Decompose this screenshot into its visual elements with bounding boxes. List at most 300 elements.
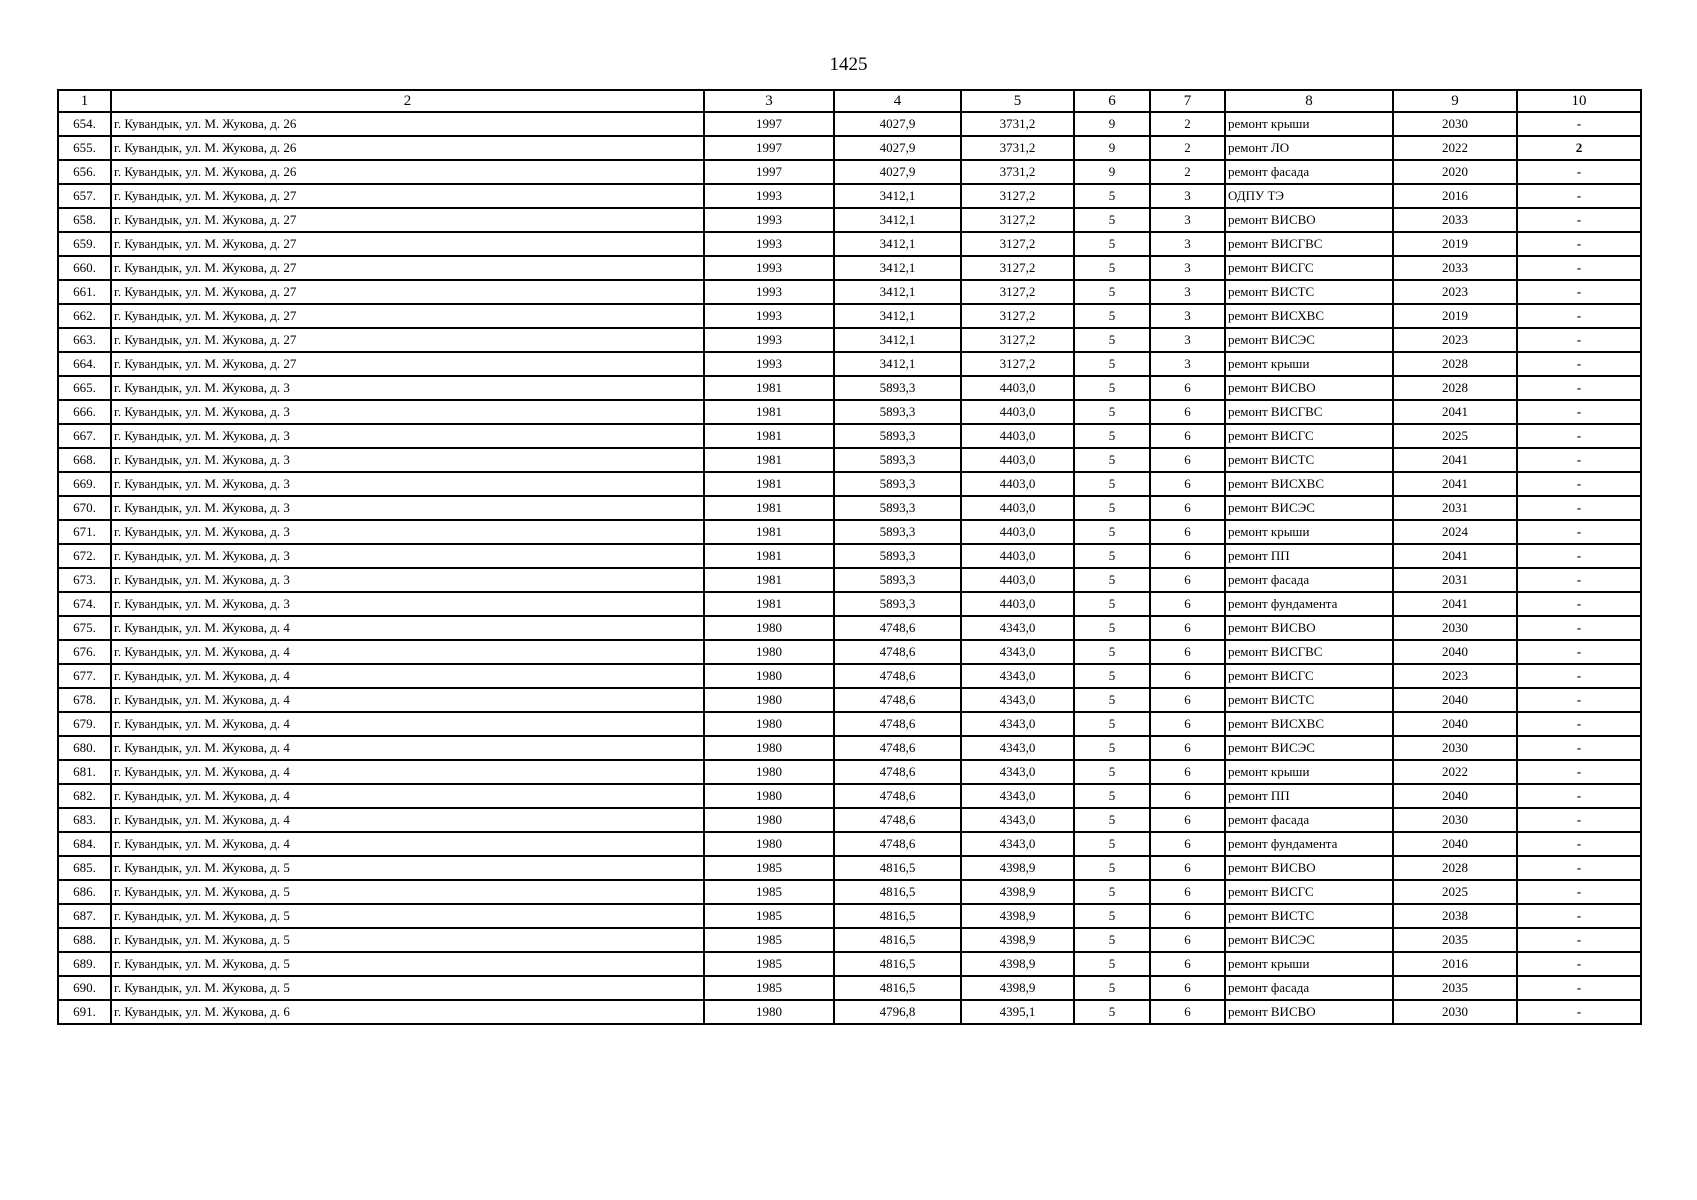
cell-work-type: ремонт ВИСХВС [1225, 472, 1393, 496]
table-row [58, 424, 1641, 448]
cell-note: - [1517, 568, 1641, 592]
cell-work-type: ремонт ВИСТС [1225, 688, 1393, 712]
cell-total-area: 3412,1 [834, 280, 961, 304]
cell-living-area: 4343,0 [961, 664, 1074, 688]
cell-floors: 5 [1074, 976, 1150, 1000]
cell-living-area: 4403,0 [961, 424, 1074, 448]
cell-work-type: ремонт ЛО [1225, 136, 1393, 160]
cell-floors: 5 [1074, 280, 1150, 304]
cell-plan-year: 2020 [1393, 160, 1517, 184]
cell-build-year: 1993 [704, 304, 834, 328]
cell-living-area: 3127,2 [961, 352, 1074, 376]
cell-address: г. Кувандык, ул. М. Жукова, д. 4 [111, 712, 704, 736]
cell-living-area: 4343,0 [961, 712, 1074, 736]
cell-row-number: 662. [58, 304, 111, 328]
cell-build-year: 1985 [704, 904, 834, 928]
cell-address: г. Кувандык, ул. М. Жукова, д. 27 [111, 280, 704, 304]
cell-living-area: 4343,0 [961, 808, 1074, 832]
cell-entrances: 3 [1150, 352, 1225, 376]
cell-floors: 5 [1074, 424, 1150, 448]
cell-floors: 5 [1074, 544, 1150, 568]
cell-build-year: 1997 [704, 112, 834, 136]
cell-work-type: ремонт ВИСХВС [1225, 712, 1393, 736]
column-header: 3 [704, 90, 834, 112]
cell-plan-year: 2030 [1393, 112, 1517, 136]
cell-floors: 5 [1074, 832, 1150, 856]
cell-floors: 5 [1074, 880, 1150, 904]
cell-row-number: 689. [58, 952, 111, 976]
table-row [58, 928, 1641, 952]
cell-plan-year: 2028 [1393, 856, 1517, 880]
cell-plan-year: 2041 [1393, 472, 1517, 496]
cell-living-area: 4403,0 [961, 544, 1074, 568]
table-row [58, 544, 1641, 568]
cell-row-number: 665. [58, 376, 111, 400]
cell-living-area: 4343,0 [961, 784, 1074, 808]
cell-floors: 9 [1074, 136, 1150, 160]
cell-plan-year: 2030 [1393, 736, 1517, 760]
cell-build-year: 1980 [704, 760, 834, 784]
cell-living-area: 4398,9 [961, 952, 1074, 976]
cell-entrances: 6 [1150, 976, 1225, 1000]
cell-note: - [1517, 784, 1641, 808]
cell-living-area: 4403,0 [961, 472, 1074, 496]
cell-total-area: 5893,3 [834, 568, 961, 592]
cell-total-area: 4748,6 [834, 616, 961, 640]
cell-living-area: 4398,9 [961, 904, 1074, 928]
cell-total-area: 5893,3 [834, 472, 961, 496]
cell-work-type: ремонт ВИСГС [1225, 664, 1393, 688]
cell-plan-year: 2031 [1393, 496, 1517, 520]
cell-total-area: 5893,3 [834, 376, 961, 400]
cell-address: г. Кувандык, ул. М. Жукова, д. 4 [111, 664, 704, 688]
cell-floors: 5 [1074, 304, 1150, 328]
cell-address: г. Кувандык, ул. М. Жукова, д. 4 [111, 736, 704, 760]
table-row [58, 208, 1641, 232]
cell-entrances: 2 [1150, 112, 1225, 136]
cell-build-year: 1997 [704, 160, 834, 184]
cell-address: г. Кувандык, ул. М. Жукова, д. 4 [111, 832, 704, 856]
table-row [58, 616, 1641, 640]
cell-work-type: ремонт фасада [1225, 160, 1393, 184]
cell-build-year: 1980 [704, 688, 834, 712]
cell-total-area: 5893,3 [834, 448, 961, 472]
column-header: 1 [58, 90, 111, 112]
cell-total-area: 4816,5 [834, 976, 961, 1000]
cell-address: г. Кувандык, ул. М. Жукова, д. 27 [111, 352, 704, 376]
cell-work-type: ремонт фундамента [1225, 592, 1393, 616]
cell-build-year: 1985 [704, 880, 834, 904]
cell-note: - [1517, 664, 1641, 688]
cell-note: - [1517, 592, 1641, 616]
cell-address: г. Кувандык, ул. М. Жукова, д. 5 [111, 880, 704, 904]
cell-work-type: ремонт фасада [1225, 976, 1393, 1000]
cell-floors: 5 [1074, 808, 1150, 832]
cell-work-type: ремонт ВИСГВС [1225, 232, 1393, 256]
cell-note: - [1517, 640, 1641, 664]
column-header: 10 [1517, 90, 1641, 112]
cell-entrances: 6 [1150, 544, 1225, 568]
cell-row-number: 682. [58, 784, 111, 808]
data-table [57, 89, 1642, 1025]
cell-build-year: 1980 [704, 616, 834, 640]
cell-row-number: 678. [58, 688, 111, 712]
cell-row-number: 661. [58, 280, 111, 304]
cell-row-number: 687. [58, 904, 111, 928]
cell-total-area: 4816,5 [834, 880, 961, 904]
cell-build-year: 1993 [704, 232, 834, 256]
cell-living-area: 4343,0 [961, 736, 1074, 760]
cell-work-type: ремонт ВИСВО [1225, 376, 1393, 400]
column-header: 7 [1150, 90, 1225, 112]
cell-work-type: ремонт ПП [1225, 544, 1393, 568]
cell-plan-year: 2028 [1393, 376, 1517, 400]
cell-build-year: 1993 [704, 208, 834, 232]
cell-living-area: 4398,9 [961, 928, 1074, 952]
cell-entrances: 6 [1150, 568, 1225, 592]
cell-note: - [1517, 328, 1641, 352]
cell-living-area: 4403,0 [961, 592, 1074, 616]
cell-living-area: 4398,9 [961, 880, 1074, 904]
cell-total-area: 3412,1 [834, 304, 961, 328]
cell-row-number: 668. [58, 448, 111, 472]
cell-living-area: 3127,2 [961, 328, 1074, 352]
cell-floors: 5 [1074, 592, 1150, 616]
cell-plan-year: 2038 [1393, 904, 1517, 928]
cell-total-area: 4748,6 [834, 832, 961, 856]
cell-work-type: ремонт ВИСВО [1225, 1000, 1393, 1024]
cell-note: - [1517, 496, 1641, 520]
cell-address: г. Кувандык, ул. М. Жукова, д. 3 [111, 568, 704, 592]
cell-living-area: 4403,0 [961, 496, 1074, 520]
cell-row-number: 656. [58, 160, 111, 184]
cell-entrances: 3 [1150, 280, 1225, 304]
cell-row-number: 676. [58, 640, 111, 664]
cell-total-area: 4816,5 [834, 952, 961, 976]
table-row [58, 880, 1641, 904]
cell-work-type: ремонт ВИСВО [1225, 208, 1393, 232]
cell-living-area: 3127,2 [961, 280, 1074, 304]
cell-row-number: 655. [58, 136, 111, 160]
cell-work-type: ремонт фундамента [1225, 832, 1393, 856]
cell-build-year: 1980 [704, 1000, 834, 1024]
cell-note: - [1517, 112, 1641, 136]
cell-total-area: 5893,3 [834, 520, 961, 544]
cell-build-year: 1981 [704, 448, 834, 472]
cell-row-number: 670. [58, 496, 111, 520]
cell-plan-year: 2033 [1393, 208, 1517, 232]
cell-plan-year: 2030 [1393, 808, 1517, 832]
cell-total-area: 4748,6 [834, 784, 961, 808]
cell-living-area: 3127,2 [961, 232, 1074, 256]
cell-build-year: 1980 [704, 784, 834, 808]
cell-entrances: 6 [1150, 496, 1225, 520]
cell-living-area: 4343,0 [961, 688, 1074, 712]
cell-total-area: 4748,6 [834, 808, 961, 832]
cell-work-type: ОДПУ ТЭ [1225, 184, 1393, 208]
cell-living-area: 4403,0 [961, 448, 1074, 472]
cell-note: - [1517, 904, 1641, 928]
cell-note: - [1517, 808, 1641, 832]
cell-total-area: 4816,5 [834, 904, 961, 928]
cell-work-type: ремонт ВИСГС [1225, 880, 1393, 904]
cell-floors: 5 [1074, 952, 1150, 976]
cell-note: - [1517, 280, 1641, 304]
cell-note: - [1517, 712, 1641, 736]
cell-address: г. Кувандык, ул. М. Жукова, д. 4 [111, 760, 704, 784]
cell-plan-year: 2033 [1393, 256, 1517, 280]
cell-floors: 9 [1074, 112, 1150, 136]
cell-build-year: 1981 [704, 592, 834, 616]
cell-note: - [1517, 736, 1641, 760]
cell-entrances: 6 [1150, 688, 1225, 712]
cell-entrances: 6 [1150, 1000, 1225, 1024]
cell-note: - [1517, 832, 1641, 856]
cell-build-year: 1985 [704, 856, 834, 880]
cell-address: г. Кувандык, ул. М. Жукова, д. 3 [111, 472, 704, 496]
cell-note: - [1517, 472, 1641, 496]
cell-floors: 5 [1074, 784, 1150, 808]
cell-plan-year: 2035 [1393, 928, 1517, 952]
cell-build-year: 1981 [704, 424, 834, 448]
cell-entrances: 6 [1150, 832, 1225, 856]
cell-address: г. Кувандык, ул. М. Жукова, д. 3 [111, 424, 704, 448]
cell-plan-year: 2028 [1393, 352, 1517, 376]
cell-build-year: 1985 [704, 952, 834, 976]
cell-entrances: 6 [1150, 760, 1225, 784]
cell-address: г. Кувандык, ул. М. Жукова, д. 26 [111, 160, 704, 184]
cell-total-area: 3412,1 [834, 208, 961, 232]
cell-row-number: 680. [58, 736, 111, 760]
table-body [58, 112, 1641, 1024]
cell-build-year: 1981 [704, 496, 834, 520]
cell-entrances: 3 [1150, 208, 1225, 232]
cell-row-number: 679. [58, 712, 111, 736]
table-row [58, 856, 1641, 880]
cell-build-year: 1980 [704, 736, 834, 760]
table-row [58, 592, 1641, 616]
page-number: 1425 [829, 54, 868, 75]
cell-address: г. Кувандык, ул. М. Жукова, д. 27 [111, 304, 704, 328]
cell-row-number: 658. [58, 208, 111, 232]
cell-build-year: 1980 [704, 808, 834, 832]
cell-entrances: 6 [1150, 400, 1225, 424]
cell-plan-year: 2019 [1393, 304, 1517, 328]
cell-total-area: 4748,6 [834, 664, 961, 688]
cell-build-year: 1980 [704, 664, 834, 688]
cell-row-number: 672. [58, 544, 111, 568]
column-header: 8 [1225, 90, 1393, 112]
cell-plan-year: 2030 [1393, 1000, 1517, 1024]
cell-address: г. Кувандык, ул. М. Жукова, д. 3 [111, 448, 704, 472]
cell-plan-year: 2022 [1393, 136, 1517, 160]
cell-address: г. Кувандык, ул. М. Жукова, д. 27 [111, 208, 704, 232]
cell-entrances: 6 [1150, 448, 1225, 472]
cell-entrances: 3 [1150, 256, 1225, 280]
cell-total-area: 4748,6 [834, 760, 961, 784]
cell-total-area: 4748,6 [834, 640, 961, 664]
cell-total-area: 4027,9 [834, 160, 961, 184]
cell-note: - [1517, 952, 1641, 976]
cell-living-area: 3127,2 [961, 208, 1074, 232]
cell-total-area: 3412,1 [834, 352, 961, 376]
cell-entrances: 6 [1150, 904, 1225, 928]
cell-floors: 5 [1074, 712, 1150, 736]
cell-build-year: 1997 [704, 136, 834, 160]
table-row [58, 664, 1641, 688]
cell-build-year: 1980 [704, 712, 834, 736]
column-header: 9 [1393, 90, 1517, 112]
cell-floors: 5 [1074, 856, 1150, 880]
cell-entrances: 6 [1150, 472, 1225, 496]
cell-floors: 5 [1074, 400, 1150, 424]
cell-build-year: 1981 [704, 376, 834, 400]
cell-address: г. Кувандык, ул. М. Жукова, д. 4 [111, 688, 704, 712]
cell-note: - [1517, 760, 1641, 784]
cell-note: - [1517, 544, 1641, 568]
cell-floors: 5 [1074, 256, 1150, 280]
table-row [58, 232, 1641, 256]
cell-row-number: 664. [58, 352, 111, 376]
cell-plan-year: 2031 [1393, 568, 1517, 592]
cell-plan-year: 2023 [1393, 328, 1517, 352]
cell-floors: 5 [1074, 928, 1150, 952]
cell-total-area: 4796,8 [834, 1000, 961, 1024]
cell-address: г. Кувандык, ул. М. Жукова, д. 5 [111, 856, 704, 880]
cell-address: г. Кувандык, ул. М. Жукова, д. 4 [111, 808, 704, 832]
cell-address: г. Кувандык, ул. М. Жукова, д. 3 [111, 544, 704, 568]
cell-floors: 5 [1074, 448, 1150, 472]
cell-plan-year: 2040 [1393, 784, 1517, 808]
cell-total-area: 5893,3 [834, 544, 961, 568]
cell-plan-year: 2041 [1393, 544, 1517, 568]
cell-work-type: ремонт ПП [1225, 784, 1393, 808]
cell-row-number: 654. [58, 112, 111, 136]
cell-living-area: 4398,9 [961, 856, 1074, 880]
cell-entrances: 6 [1150, 376, 1225, 400]
cell-entrances: 6 [1150, 952, 1225, 976]
cell-build-year: 1980 [704, 832, 834, 856]
table-row [58, 352, 1641, 376]
cell-floors: 5 [1074, 568, 1150, 592]
cell-address: г. Кувандык, ул. М. Жукова, д. 3 [111, 592, 704, 616]
cell-plan-year: 2016 [1393, 952, 1517, 976]
cell-row-number: 671. [58, 520, 111, 544]
table-row [58, 712, 1641, 736]
table-row [58, 952, 1641, 976]
cell-floors: 5 [1074, 184, 1150, 208]
cell-plan-year: 2024 [1393, 520, 1517, 544]
cell-total-area: 5893,3 [834, 400, 961, 424]
cell-plan-year: 2041 [1393, 592, 1517, 616]
cell-total-area: 4816,5 [834, 928, 961, 952]
cell-living-area: 4403,0 [961, 376, 1074, 400]
cell-note: - [1517, 400, 1641, 424]
cell-floors: 5 [1074, 640, 1150, 664]
cell-floors: 5 [1074, 472, 1150, 496]
table-row [58, 400, 1641, 424]
cell-entrances: 6 [1150, 616, 1225, 640]
cell-row-number: 667. [58, 424, 111, 448]
cell-entrances: 6 [1150, 784, 1225, 808]
cell-build-year: 1993 [704, 328, 834, 352]
cell-address: г. Кувандык, ул. М. Жукова, д. 27 [111, 232, 704, 256]
cell-row-number: 685. [58, 856, 111, 880]
cell-plan-year: 2025 [1393, 880, 1517, 904]
cell-address: г. Кувандык, ул. М. Жукова, д. 3 [111, 376, 704, 400]
cell-address: г. Кувандык, ул. М. Жукова, д. 3 [111, 400, 704, 424]
cell-entrances: 6 [1150, 856, 1225, 880]
cell-address: г. Кувандык, ул. М. Жукова, д. 4 [111, 616, 704, 640]
cell-address: г. Кувандык, ул. М. Жукова, д. 3 [111, 496, 704, 520]
table-row [58, 736, 1641, 760]
cell-note: - [1517, 616, 1641, 640]
cell-entrances: 2 [1150, 136, 1225, 160]
cell-work-type: ремонт крыши [1225, 952, 1393, 976]
cell-total-area: 4027,9 [834, 112, 961, 136]
cell-note: - [1517, 232, 1641, 256]
cell-row-number: 681. [58, 760, 111, 784]
cell-entrances: 6 [1150, 712, 1225, 736]
cell-floors: 5 [1074, 904, 1150, 928]
cell-note: - [1517, 424, 1641, 448]
cell-note: - [1517, 1000, 1641, 1024]
cell-note: - [1517, 256, 1641, 280]
cell-row-number: 666. [58, 400, 111, 424]
table-row [58, 1000, 1641, 1024]
table-row [58, 376, 1641, 400]
table-row [58, 640, 1641, 664]
cell-address: г. Кувандык, ул. М. Жукова, д. 26 [111, 136, 704, 160]
cell-entrances: 6 [1150, 592, 1225, 616]
cell-entrances: 3 [1150, 232, 1225, 256]
cell-entrances: 6 [1150, 520, 1225, 544]
cell-entrances: 6 [1150, 424, 1225, 448]
cell-note: - [1517, 976, 1641, 1000]
cell-living-area: 4403,0 [961, 568, 1074, 592]
cell-row-number: 677. [58, 664, 111, 688]
cell-total-area: 3412,1 [834, 184, 961, 208]
column-header: 2 [111, 90, 704, 112]
cell-row-number: 691. [58, 1000, 111, 1024]
cell-note: - [1517, 928, 1641, 952]
cell-address: г. Кувандык, ул. М. Жукова, д. 4 [111, 640, 704, 664]
cell-living-area: 4395,1 [961, 1000, 1074, 1024]
cell-entrances: 3 [1150, 184, 1225, 208]
cell-note: - [1517, 448, 1641, 472]
cell-work-type: ремонт ВИСТС [1225, 448, 1393, 472]
cell-row-number: 690. [58, 976, 111, 1000]
cell-plan-year: 2041 [1393, 448, 1517, 472]
cell-row-number: 659. [58, 232, 111, 256]
cell-row-number: 660. [58, 256, 111, 280]
table-row [58, 496, 1641, 520]
cell-plan-year: 2016 [1393, 184, 1517, 208]
cell-total-area: 5893,3 [834, 424, 961, 448]
table-row [58, 328, 1641, 352]
cell-living-area: 4343,0 [961, 832, 1074, 856]
cell-living-area: 3731,2 [961, 160, 1074, 184]
cell-floors: 5 [1074, 352, 1150, 376]
cell-work-type: ремонт ВИСХВС [1225, 304, 1393, 328]
cell-row-number: 686. [58, 880, 111, 904]
cell-note: 2 [1517, 136, 1641, 160]
cell-work-type: ремонт крыши [1225, 520, 1393, 544]
cell-row-number: 688. [58, 928, 111, 952]
cell-note: - [1517, 352, 1641, 376]
cell-address: г. Кувандык, ул. М. Жукова, д. 5 [111, 904, 704, 928]
cell-total-area: 4748,6 [834, 712, 961, 736]
